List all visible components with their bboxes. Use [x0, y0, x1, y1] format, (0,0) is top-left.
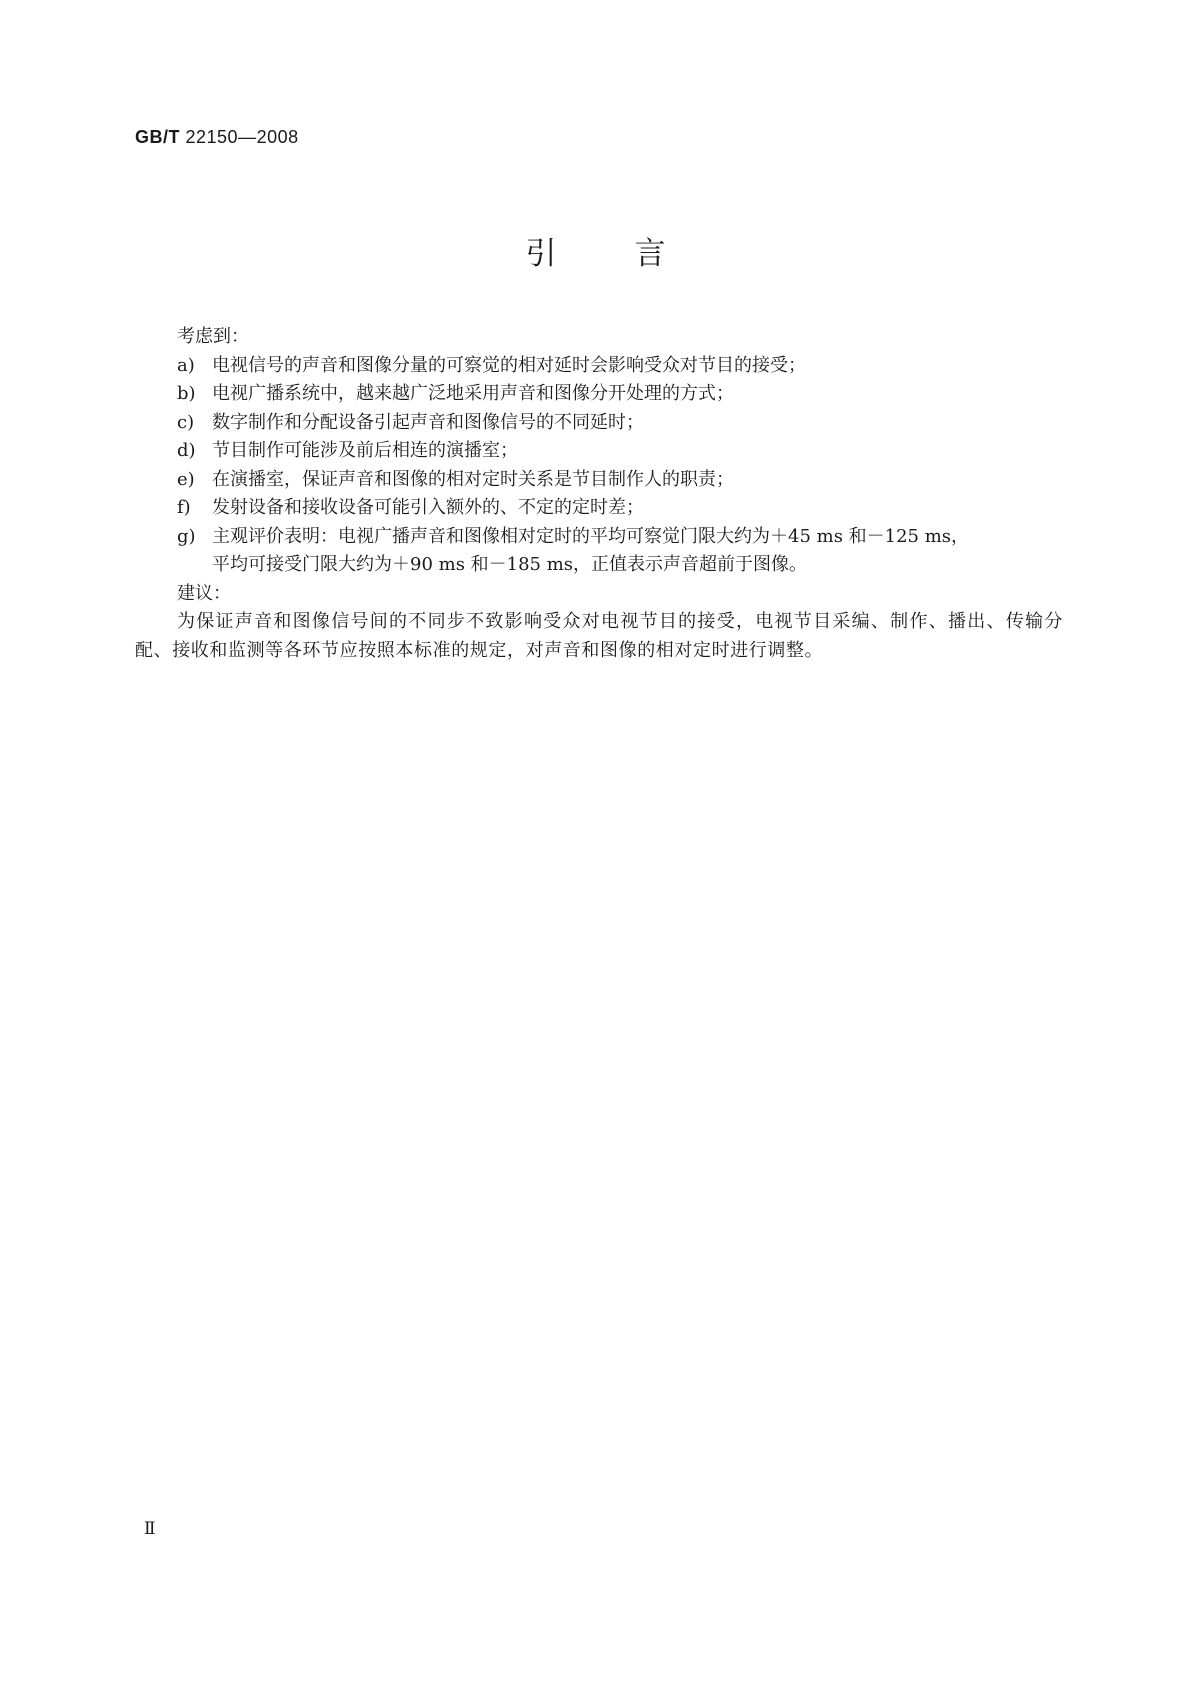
intro-line: 考虑到：: [177, 326, 249, 347]
list-item-text: 主观评价表明：电视广播声音和图像相对定时的平均可察觉门限大约为＋45 ms 和－125 ms，: [212, 525, 970, 547]
list-item-d: [135, 437, 1063, 466]
list-item-text: 发射设备和接收设备可能引入额外的、不定的定时差；: [212, 497, 644, 518]
list-item-g-continuation: 平均可接受门限大约为＋90 ms 和－185 ms，正值表示声音超前于图像。: [212, 554, 808, 575]
list-item-g: [135, 523, 1063, 552]
list-marker: e): [177, 468, 195, 490]
standard-code: GB/T: [135, 127, 180, 147]
page-title: 引言: [525, 236, 744, 272]
list-item-text: 电视信号的声音和图像分量的可察觉的相对延时会影响受众对节目的接受；: [212, 354, 806, 376]
list-item-c: [135, 409, 1063, 438]
list-marker: f): [177, 497, 191, 518]
list-item-text: 在演播室，保证声音和图像的相对定时关系是节目制作人的职责；: [212, 468, 734, 490]
introduction-body: [135, 323, 1063, 665]
list-item-text: 电视广播系统中，越来越广泛地采用声音和图像分开处理的方式；: [212, 383, 734, 404]
list-marker: a): [177, 354, 195, 376]
list-item-f: [135, 494, 1063, 523]
recommendation-paragraph: 为保证声音和图像信号间的不同步不致影响受众对电视节目的接受，电视节目采编、制作、播出、传输分配、接收和监测等各环节应按照本标准的规定，对声音和图像的相对定时进行调整。: [135, 611, 1063, 661]
list-item-text: 数字制作和分配设备引起声音和图像信号的不同延时；: [212, 411, 644, 433]
list-item-text: 节目制作可能涉及前后相连的演播室；: [212, 440, 518, 461]
list-marker: b): [177, 383, 196, 404]
recommendation-label: 建议：: [177, 582, 231, 604]
list-item-e: [135, 466, 1063, 495]
list-marker: c): [177, 411, 195, 433]
list-marker: d): [177, 440, 196, 461]
list-marker: g): [177, 525, 196, 547]
page-number: Ⅱ: [144, 1519, 156, 1539]
standard-number: [135, 127, 299, 148]
standard-year-number: 22150—2008: [185, 127, 299, 147]
list-item-a: [135, 352, 1063, 381]
list-item-b: [135, 380, 1063, 409]
